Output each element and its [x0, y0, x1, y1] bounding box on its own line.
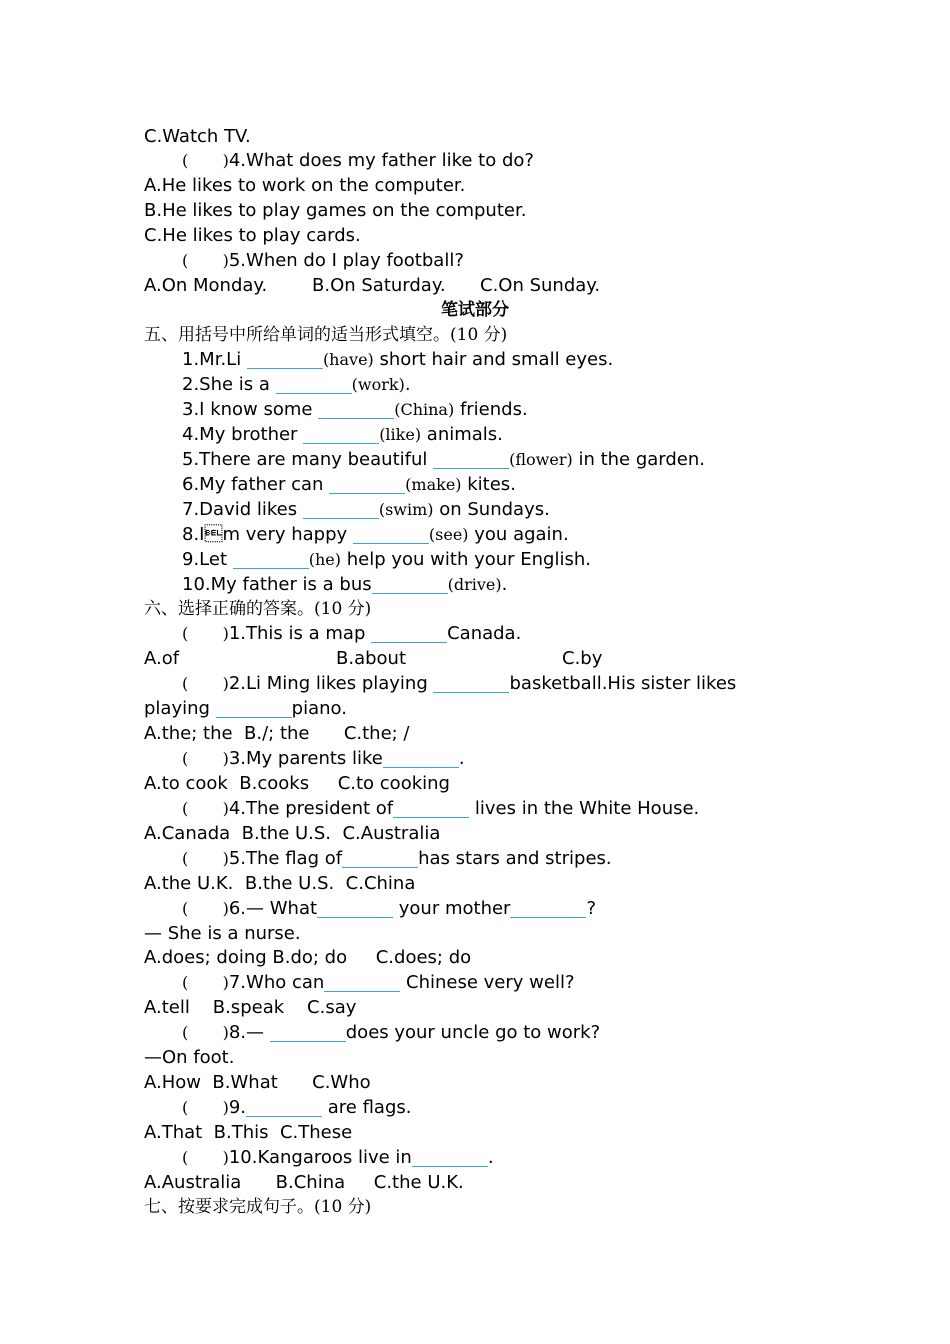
option-line: A.That B.This C.These [144, 1122, 353, 1143]
answer-blank[interactable] [303, 500, 379, 519]
fill-item: 6.My father can (make) kites. [182, 474, 516, 495]
section-heading: 五、用括号中所给单词的适当形式填空。(10 分) [144, 325, 508, 345]
section-heading: 六、选择正确的答案。(10 分) [144, 599, 372, 619]
answer-line: —On foot. [144, 1047, 235, 1068]
section-title: 笔试部分 [441, 300, 509, 320]
answer-blank[interactable] [247, 350, 323, 369]
fill-item: 9.Let (he) help you with your English. [182, 549, 591, 570]
answer-blank[interactable] [303, 425, 379, 444]
fill-item: 2.She is a (work). [182, 374, 411, 395]
fill-item: 8.Im very happy (see) you again. [182, 524, 569, 545]
question-line: ( )4.What does my father like to do? [182, 150, 534, 171]
option-line: A.the U.K. B.the U.S. C.China [144, 873, 416, 894]
question-line: ( )4.The president of lives in the White House. [182, 798, 700, 819]
answer-blank[interactable] [393, 799, 469, 818]
answer-line: — She is a nurse. [144, 923, 301, 944]
question-line: ( )1.This is a map Canada. [182, 623, 522, 644]
answer-blank[interactable] [246, 1098, 322, 1117]
answer-blank[interactable] [383, 749, 459, 768]
fill-item: 7.David likes (swim) on Sundays. [182, 499, 550, 520]
question-line: ( )7.Who can Chinese very well? [182, 972, 575, 993]
option-line: A.of B.about C.by [144, 648, 603, 669]
option-line: A.tell B.speak C.say [144, 997, 357, 1018]
answer-blank[interactable] [233, 550, 309, 569]
question-line: playing piano. [144, 698, 347, 719]
option-line: A.He likes to work on the computer. [144, 175, 466, 196]
answer-blank[interactable] [317, 899, 393, 918]
fill-item: 5.There are many beautiful (flower) in the garden. [182, 449, 706, 470]
question-line: ( )6.— What your mother ? [182, 898, 597, 919]
question-line: ( )5.The flag of has stars and stripes. [182, 848, 612, 869]
answer-blank[interactable] [318, 400, 394, 419]
answer-blank[interactable] [353, 525, 429, 544]
answer-blank[interactable] [324, 973, 400, 992]
question-line: ( )3.My parents like . [182, 748, 465, 769]
fill-item: 4.My brother (like) animals. [182, 424, 503, 445]
answer-blank[interactable] [276, 375, 352, 394]
question-line: ( )2.Li Ming likes playing basketball.His sister likes [182, 673, 737, 694]
answer-blank[interactable] [433, 674, 509, 693]
answer-blank[interactable] [216, 699, 292, 718]
option-line: A.How B.What C.Who [144, 1072, 371, 1093]
answer-blank[interactable] [433, 450, 509, 469]
section-heading: 七、按要求完成句子。(10 分) [144, 1197, 372, 1217]
option-line: A.On Monday. B.On Saturday. C.On Sunday. [144, 275, 601, 296]
option-line: C.Watch TV. [144, 126, 251, 147]
answer-blank[interactable] [372, 575, 448, 594]
option-line: A.Australia B.China C.the U.K. [144, 1172, 464, 1193]
option-line: A.Canada B.the U.S. C.Australia [144, 823, 441, 844]
answer-blank[interactable] [270, 1023, 346, 1042]
question-line: ( )10.Kangaroos live in . [182, 1147, 494, 1168]
option-line: C.He likes to play cards. [144, 225, 361, 246]
option-line: A.the; the B./; the C.the; / [144, 723, 410, 744]
fill-item: 1.Mr.Li (have) short hair and small eyes. [182, 349, 614, 370]
question-line: ( )8.— does your uncle go to work? [182, 1022, 601, 1043]
option-line: A.to cook B.cooks C.to cooking [144, 773, 450, 794]
answer-blank[interactable] [412, 1148, 488, 1167]
fill-item: 3.I know some (China) friends. [182, 399, 528, 420]
answer-blank[interactable] [342, 849, 418, 868]
question-line: ( )9. are flags. [182, 1097, 412, 1118]
fill-item: 10.My father is a bus (drive). [182, 574, 508, 595]
answer-blank[interactable] [510, 899, 586, 918]
option-line: B.He likes to play games on the computer. [144, 200, 527, 221]
answer-blank[interactable] [371, 624, 447, 643]
answer-blank[interactable] [329, 475, 405, 494]
option-line: A.does; doing B.do; do C.does; do [144, 947, 472, 968]
question-line: ( )5.When do I play football? [182, 250, 464, 271]
